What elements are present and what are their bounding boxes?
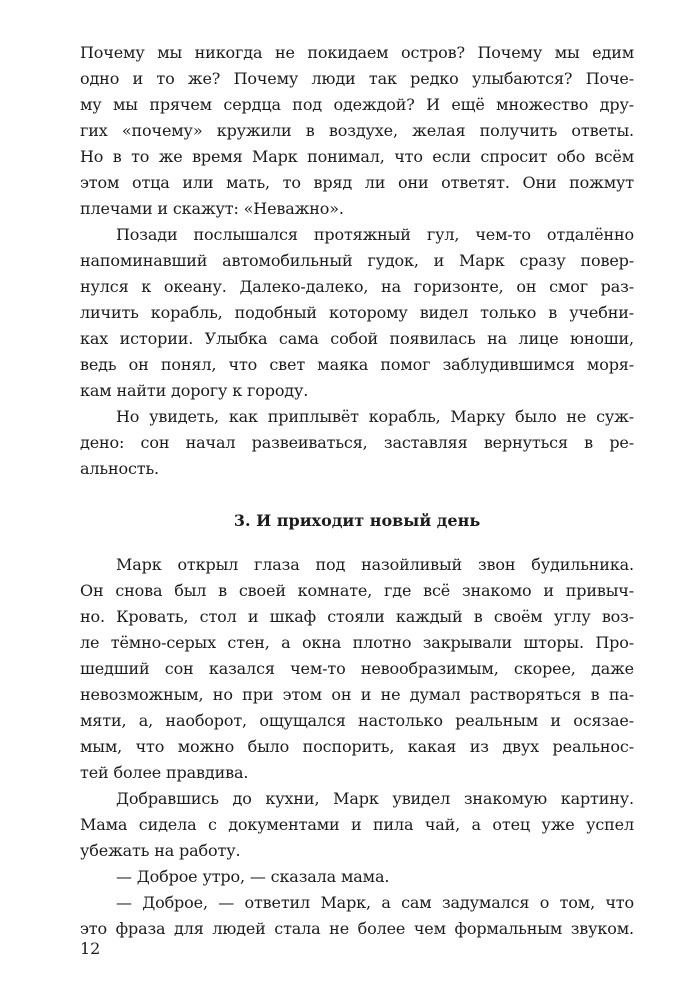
text-line: шедший сон казался чем-то невообразимым, скорее, даже	[80, 659, 634, 678]
page-number: 12	[80, 939, 101, 958]
text-line: Но увидеть, как приплывёт корабль, Марку было не суж-	[116, 407, 634, 426]
text-line: Он снова был в своей комнате, где всё знакомо и привыч-	[80, 581, 634, 600]
text-line: Марк открыл глаза под назойливый звон будильника.	[116, 555, 634, 574]
text-line: убежать на работу.	[80, 841, 241, 860]
text-line: му мы прячем сердца под одеждой? И ещё множество дру-	[80, 95, 634, 114]
text-line: невозможным, но при этом он и не думал растворяться в па-	[80, 685, 634, 704]
text-line: нулся к океану. Далеко-далеко, на горизонте, он смог раз-	[80, 277, 634, 296]
text-line: гих «почему» кружили в воздухе, желая получить ответы.	[80, 121, 634, 140]
text-line: ведь он понял, что свет маяка помог заблудившимся моря-	[80, 355, 634, 374]
text-line: напоминавший автомобильный гудок, и Марк сразу повер-	[80, 251, 634, 270]
text-line: Почему мы никогда не покидаем остров? Почему мы едим	[80, 43, 634, 62]
text-line: альность.	[80, 459, 159, 478]
text-line: мым, что можно было поспорить, какая из двух реальнос-	[80, 737, 634, 756]
section-heading: 3. И приходит новый день	[233, 511, 481, 530]
text-line: Позади послышался протяжный гул, чем-то отдалённо	[116, 225, 634, 244]
text-line: плечами и скажут: «Неважно».	[80, 199, 344, 218]
text-block-1	[80, 40, 634, 482]
text-line: одно и то же? Почему люди так редко улыбаются? Поче-	[80, 69, 634, 88]
text-line: дено: сон начал развеиваться, заставляя вернуться в ре-	[80, 433, 634, 452]
text-line: но. Кровать, стол и шкаф стояли каждый в своём углу воз-	[80, 607, 634, 626]
text-line: Добравшись до кухни, Марк увидел знакомую картину.	[116, 789, 634, 808]
text-line: ках истории. Улыбка сама собой появилась на лице юноши,	[80, 329, 634, 348]
text-line: — Доброе утро, — сказала мама.	[116, 867, 390, 886]
text-line: мяти, а, наоборот, ощущался настолько реальным и осязае-	[80, 711, 634, 730]
text-line: Мама сидела с документами и пила чай, а отец уже успел	[80, 815, 634, 834]
text-line: это фраза для людей стала не более чем формальным звуком.	[80, 919, 634, 938]
text-line: этом отца или мать, то вряд ли они ответят. Они пожмут	[80, 173, 634, 192]
text-line: ле тёмно-серых стен, а окна плотно закрывали шторы. Про-	[80, 633, 634, 652]
text-line: тей более правдива.	[80, 763, 249, 782]
text-line: кам найти дорогу к городу.	[80, 381, 309, 400]
text-line: Но в то же время Марк понимал, что если спросит обо всём	[80, 147, 634, 166]
text-line: личить корабль, подобный которому видел только в учебни-	[80, 303, 634, 322]
text-block-2	[80, 552, 634, 942]
text-line: — Доброе, — ответил Марк, а сам задумался о том, что	[116, 893, 634, 912]
